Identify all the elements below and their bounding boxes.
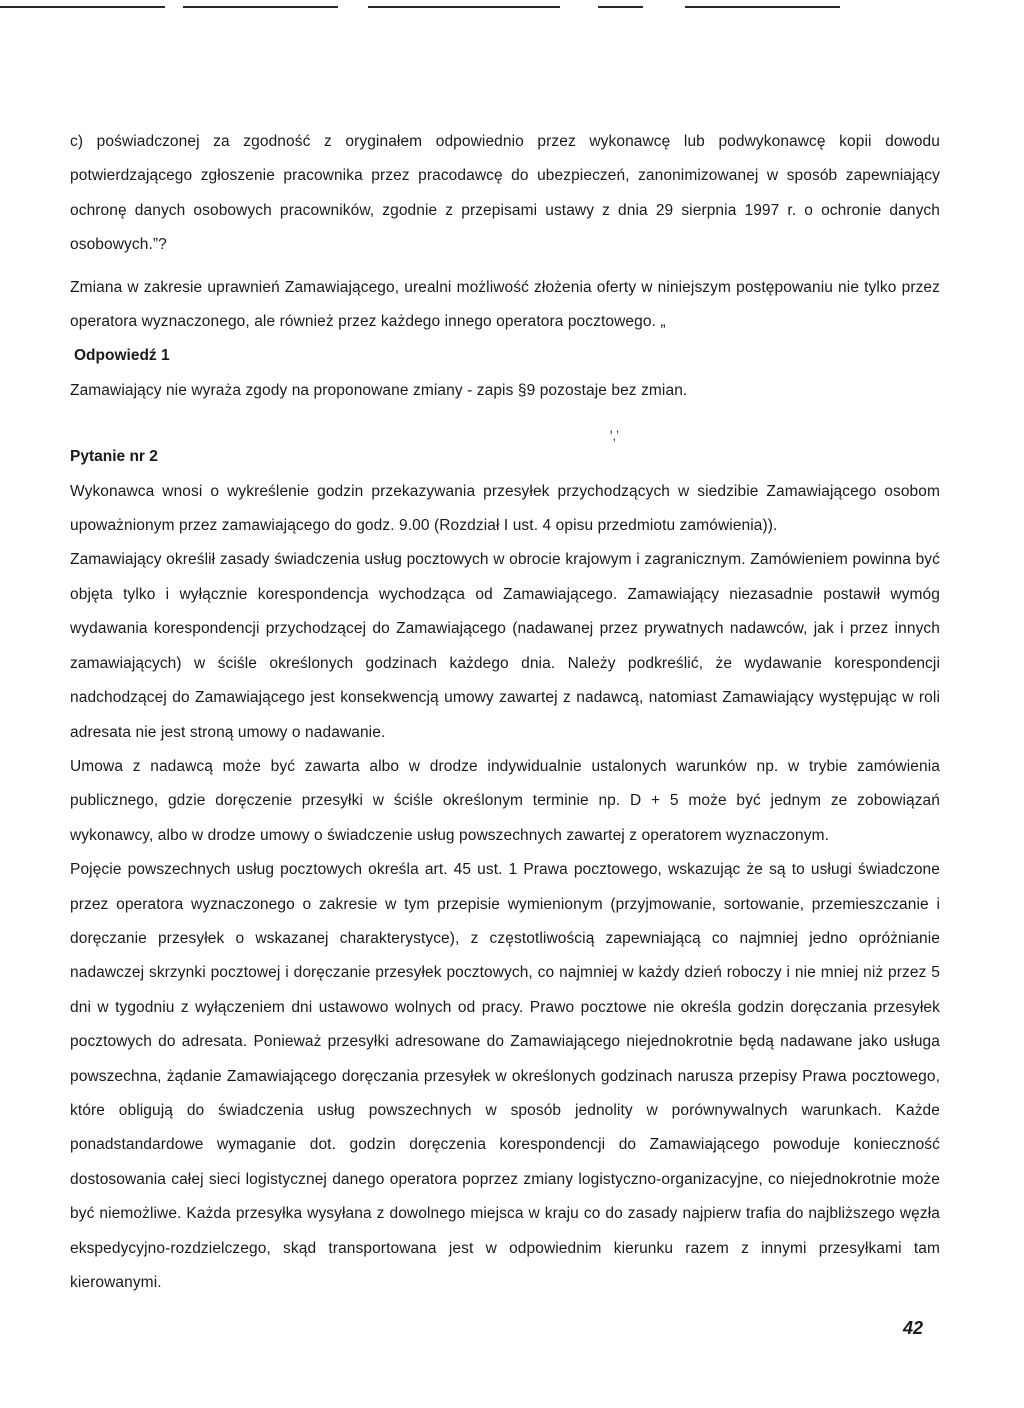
scan-edge-line: [0, 6, 165, 8]
scan-edge-line: [598, 6, 643, 8]
document-body: [70, 125, 940, 1300]
question-2-paragraph-2: Zamawiający określił zasady świadczenia usług pocztowych w obrocie krajowym i zagranicznym. Zamówieniem powinna być objęta tylko i wyłącznie korespondencja wychodząca od Zamawiającego. Zamawiający niezasadnie postawił wymóg wydawania korespondencji przychodzącej do Zamawiającego (nadawanej przez prywatnych nadawców, jak i przez innych zamawiających) w ściśle określonych godzinach każdego dnia. Należy podkreślić, że wydawanie korespondencji nadchodzącej do Zamawiającego jest konsekwencją umowy zawartej z nadawcą, natomiast Zamawiający występując w roli adresata nie jest stroną umowy o nadawanie.: [70, 551, 940, 741]
paragraph-c-item: c) poświadczonej za zgodność z oryginałem odpowiednio przez wykonawcę lub podwykonawcę kopii dowodu potwierdzającego zgłoszenie pracownika przez pracodawcę do ubezpieczeń, zanonimizowanej w sposób zapewniający ochronę danych osobowych pracowników, zgodnie z przepisami ustawy z dnia 29 sierpnia 1997 r. o ochronie danych osobowych.”?: [70, 133, 940, 254]
paragraph-change-request: Zmiana w zakresie uprawnień Zamawiającego, urealni możliwość złożenia oferty w niniejszym postępowaniu nie tylko przez operatora wyznaczonego, ale również przez każdego innego operatora pocztowego. „: [70, 278, 940, 331]
question-2-paragraph-3: Umowa z nadawcą może być zawarta albo w drodze indywidualnie ustalonych warunków np. w trybie zamówienia publicznego, gdzie doręczenie przesyłki w ściśle określonym terminie np. D + 5 może być jednym ze zobowiązań wykonawcy, albo w drodze umowy o świadczenie usług powszechnych zawartej z operatorem wyznaczonym.: [70, 757, 940, 844]
answer-1-heading: Odpowiedź 1: [74, 347, 170, 365]
question-2-heading: Pytanie nr 2: [70, 448, 158, 466]
scan-edge-line: [685, 6, 840, 8]
answer-1-text: Zamawiający nie wyraża zgody na proponowane zmiany - zapis §9 pozostaje bez zmian.: [70, 381, 688, 399]
scan-edge-line: [368, 6, 560, 8]
question-2-paragraph-4: Pojęcie powszechnych usług pocztowych określa art. 45 ust. 1 Prawa pocztowego, wskazując że są to usługi świadczone przez operatora wyznaczonego o zakresie w tym przepisie wymienionym (przyjmowanie, sortowanie, przemieszczanie i doręczanie przesyłek o wskazanej charakterystyce), z częstotliwością zapewniającą co najmniej jedno opróżnianie nadawczej skrzynki pocztowej i doręczanie przesyłek pocztowych, co najmniej w każdy dzień roboczy i nie mniej niż przez 5 dni w tygodniu z wyłączeniem dni ustawowo wolnych od pracy. Prawo pocztowe nie określa godzin doręczania przesyłek pocztowych do adresata. Ponieważ przesyłki adresowane do Zamawiającego niejednokrotnie będą nadawane jako usługa powszechna, żądanie Zamawiającego doręczania przesyłek w określonych godzinach narusza przepisy Prawa pocztowego, które obligują do świadczenia usług powszechnych w sposób jednolity w porównywalnych warunkach. Każde ponadstandardowe wymaganie dot. godzin doręczenia korespondencji do Zamawiającego powoduje konieczność dostosowania całej sieci logistycznej danego operatora poprzez zmiany logistyczno-organizacyjne, co niejednokrotnie może być niemożliwe. Każda przesyłka wysyłana z dowolnego miejsca w kraju co do zasady najpierw trafia do najbliższego węzła ekspedycyjno-rozdzielczego, skąd transportowana jest w odpowiednim kierunku razem z innymi przesyłkami tam kierowanymi.: [70, 861, 940, 1291]
handwritten-mark: ꞌ,ʼ: [610, 428, 619, 443]
question-2-paragraph-1: Wykonawca wnosi o wykreślenie godzin przekazywania przesyłek przychodzących w siedzibie Zamawiającego osobom upoważnionym przez zamawiającego do godz. 9.00 (Rozdział I ust. 4 opisu przedmiotu zamówienia)).: [70, 482, 940, 535]
page-number: 42: [903, 1318, 924, 1338]
scan-edge-line: [183, 6, 338, 8]
